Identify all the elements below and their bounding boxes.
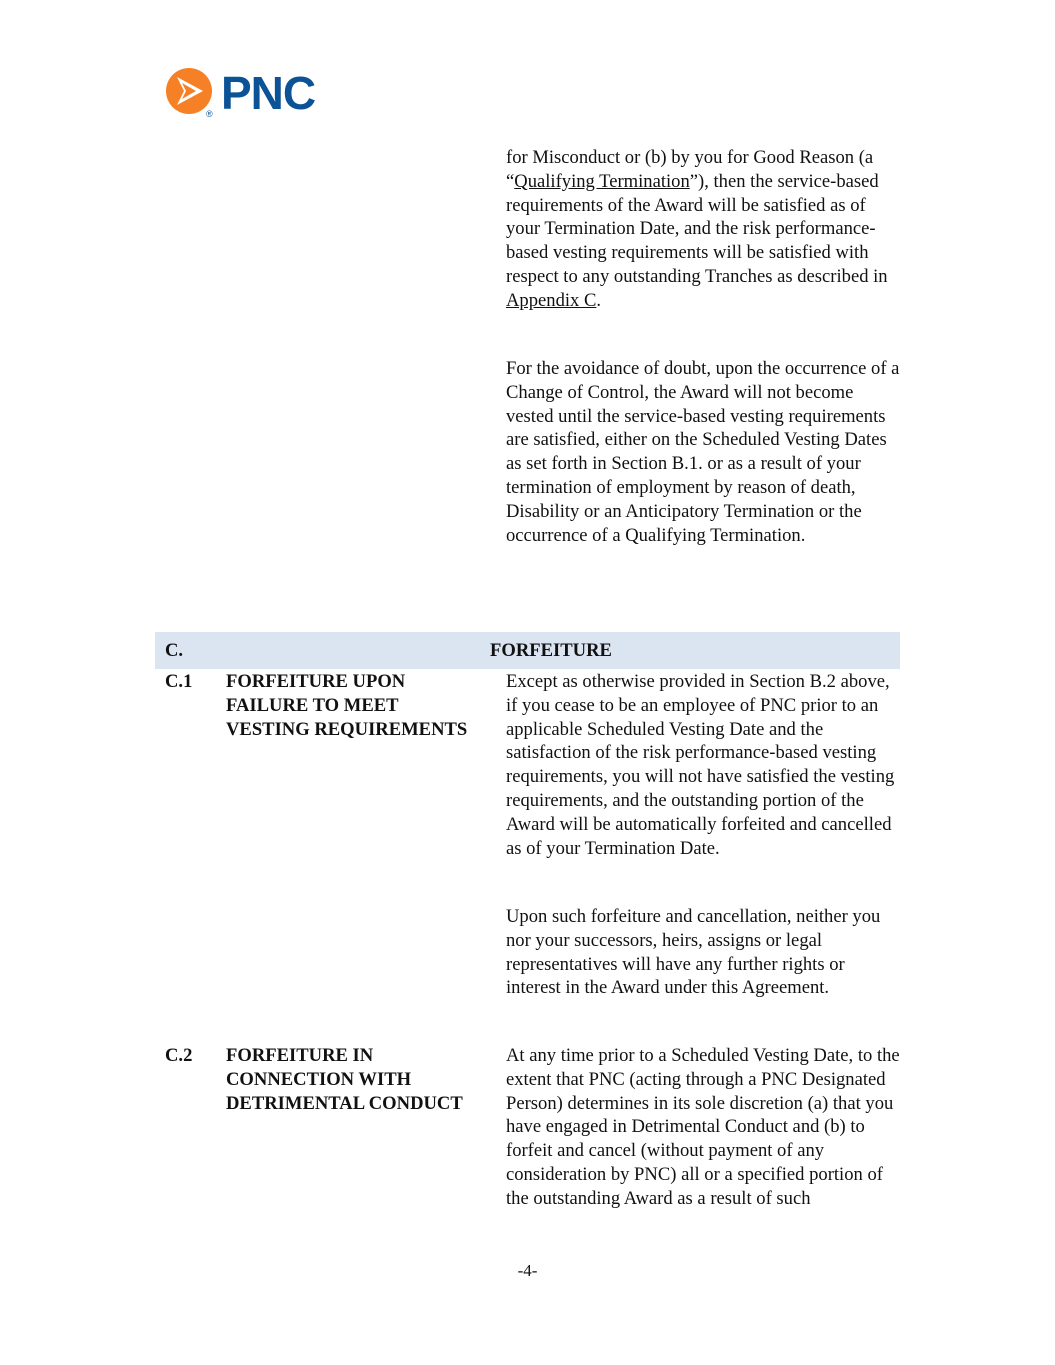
registered-mark: ® xyxy=(206,109,213,119)
item-c2-title: FORFEITURE IN CONNECTION WITH DETRIMENTAL CONDUCT xyxy=(226,1045,463,1114)
pnc-logo xyxy=(165,66,340,120)
qualifying-termination-term: Qualifying Termination xyxy=(514,170,690,192)
item-c1-number: C.1 xyxy=(165,671,193,692)
item-c1-paragraph-1: Except as otherwise provided in Section B.2 above, if you cease to be an employee of PNC prior to an applicable Scheduled Vesting Date and the satisfaction of the risk performance-based vesting requirements, you will not have satisfied the vesting requirements, and the outstanding portion of the Award will be automatically forfeited and cancelled as of your Termination Date. xyxy=(506,671,895,859)
item-c2-number: C.2 xyxy=(165,1045,193,1066)
paragraph-qualifying-termination: for Misconduct or (b) by you for Good Reason (a “Qualifying Termination”), then the service-based requirements of the Award will be satisfied as of your Termination Date, and the risk performance-based vesting requirements will be satisfied with respect to any outstanding Tranches as described in Appendix C. xyxy=(506,147,888,311)
pnc-logo-icon xyxy=(165,67,215,119)
item-c2-paragraph-1: At any time prior to a Scheduled Vesting Date, to the extent that PNC (acting through a PNC Designated Person) determines in its sole discretion (a) that you have engaged in Detrimental Conduct and (b) to forfeit and cancel (without payment of any consideration by PNC) all or a specified portion of the outstanding Award as a result of such xyxy=(506,1045,900,1209)
section-title: FORFEITURE xyxy=(490,640,612,661)
page-number: -4- xyxy=(517,1261,538,1280)
item-c1-paragraph-2: Upon such forfeiture and cancellation, neither you nor your successors, heirs, assigns or legal representatives will have any further rights or interest in the Award under this Agreement. xyxy=(506,906,881,999)
logo-wordmark: PNC xyxy=(221,67,316,119)
appendix-c-reference: Appendix C xyxy=(506,289,597,311)
paragraph-change-of-control: For the avoidance of doubt, upon the occurrence of a Change of Control, the Award will not become vested until the service-based vesting requirements are satisfied, either on the Scheduled Vesting Dates as set forth in Section B.1. or as a result of your termination of employment by reason of death, Disability or an Anticipatory Termination or the occurrence of a Qualifying Termination. xyxy=(506,358,900,546)
section-number: C. xyxy=(165,640,184,661)
item-c1-title: FORFEITURE UPON FAILURE TO MEET VESTING REQUIREMENTS xyxy=(226,671,468,740)
